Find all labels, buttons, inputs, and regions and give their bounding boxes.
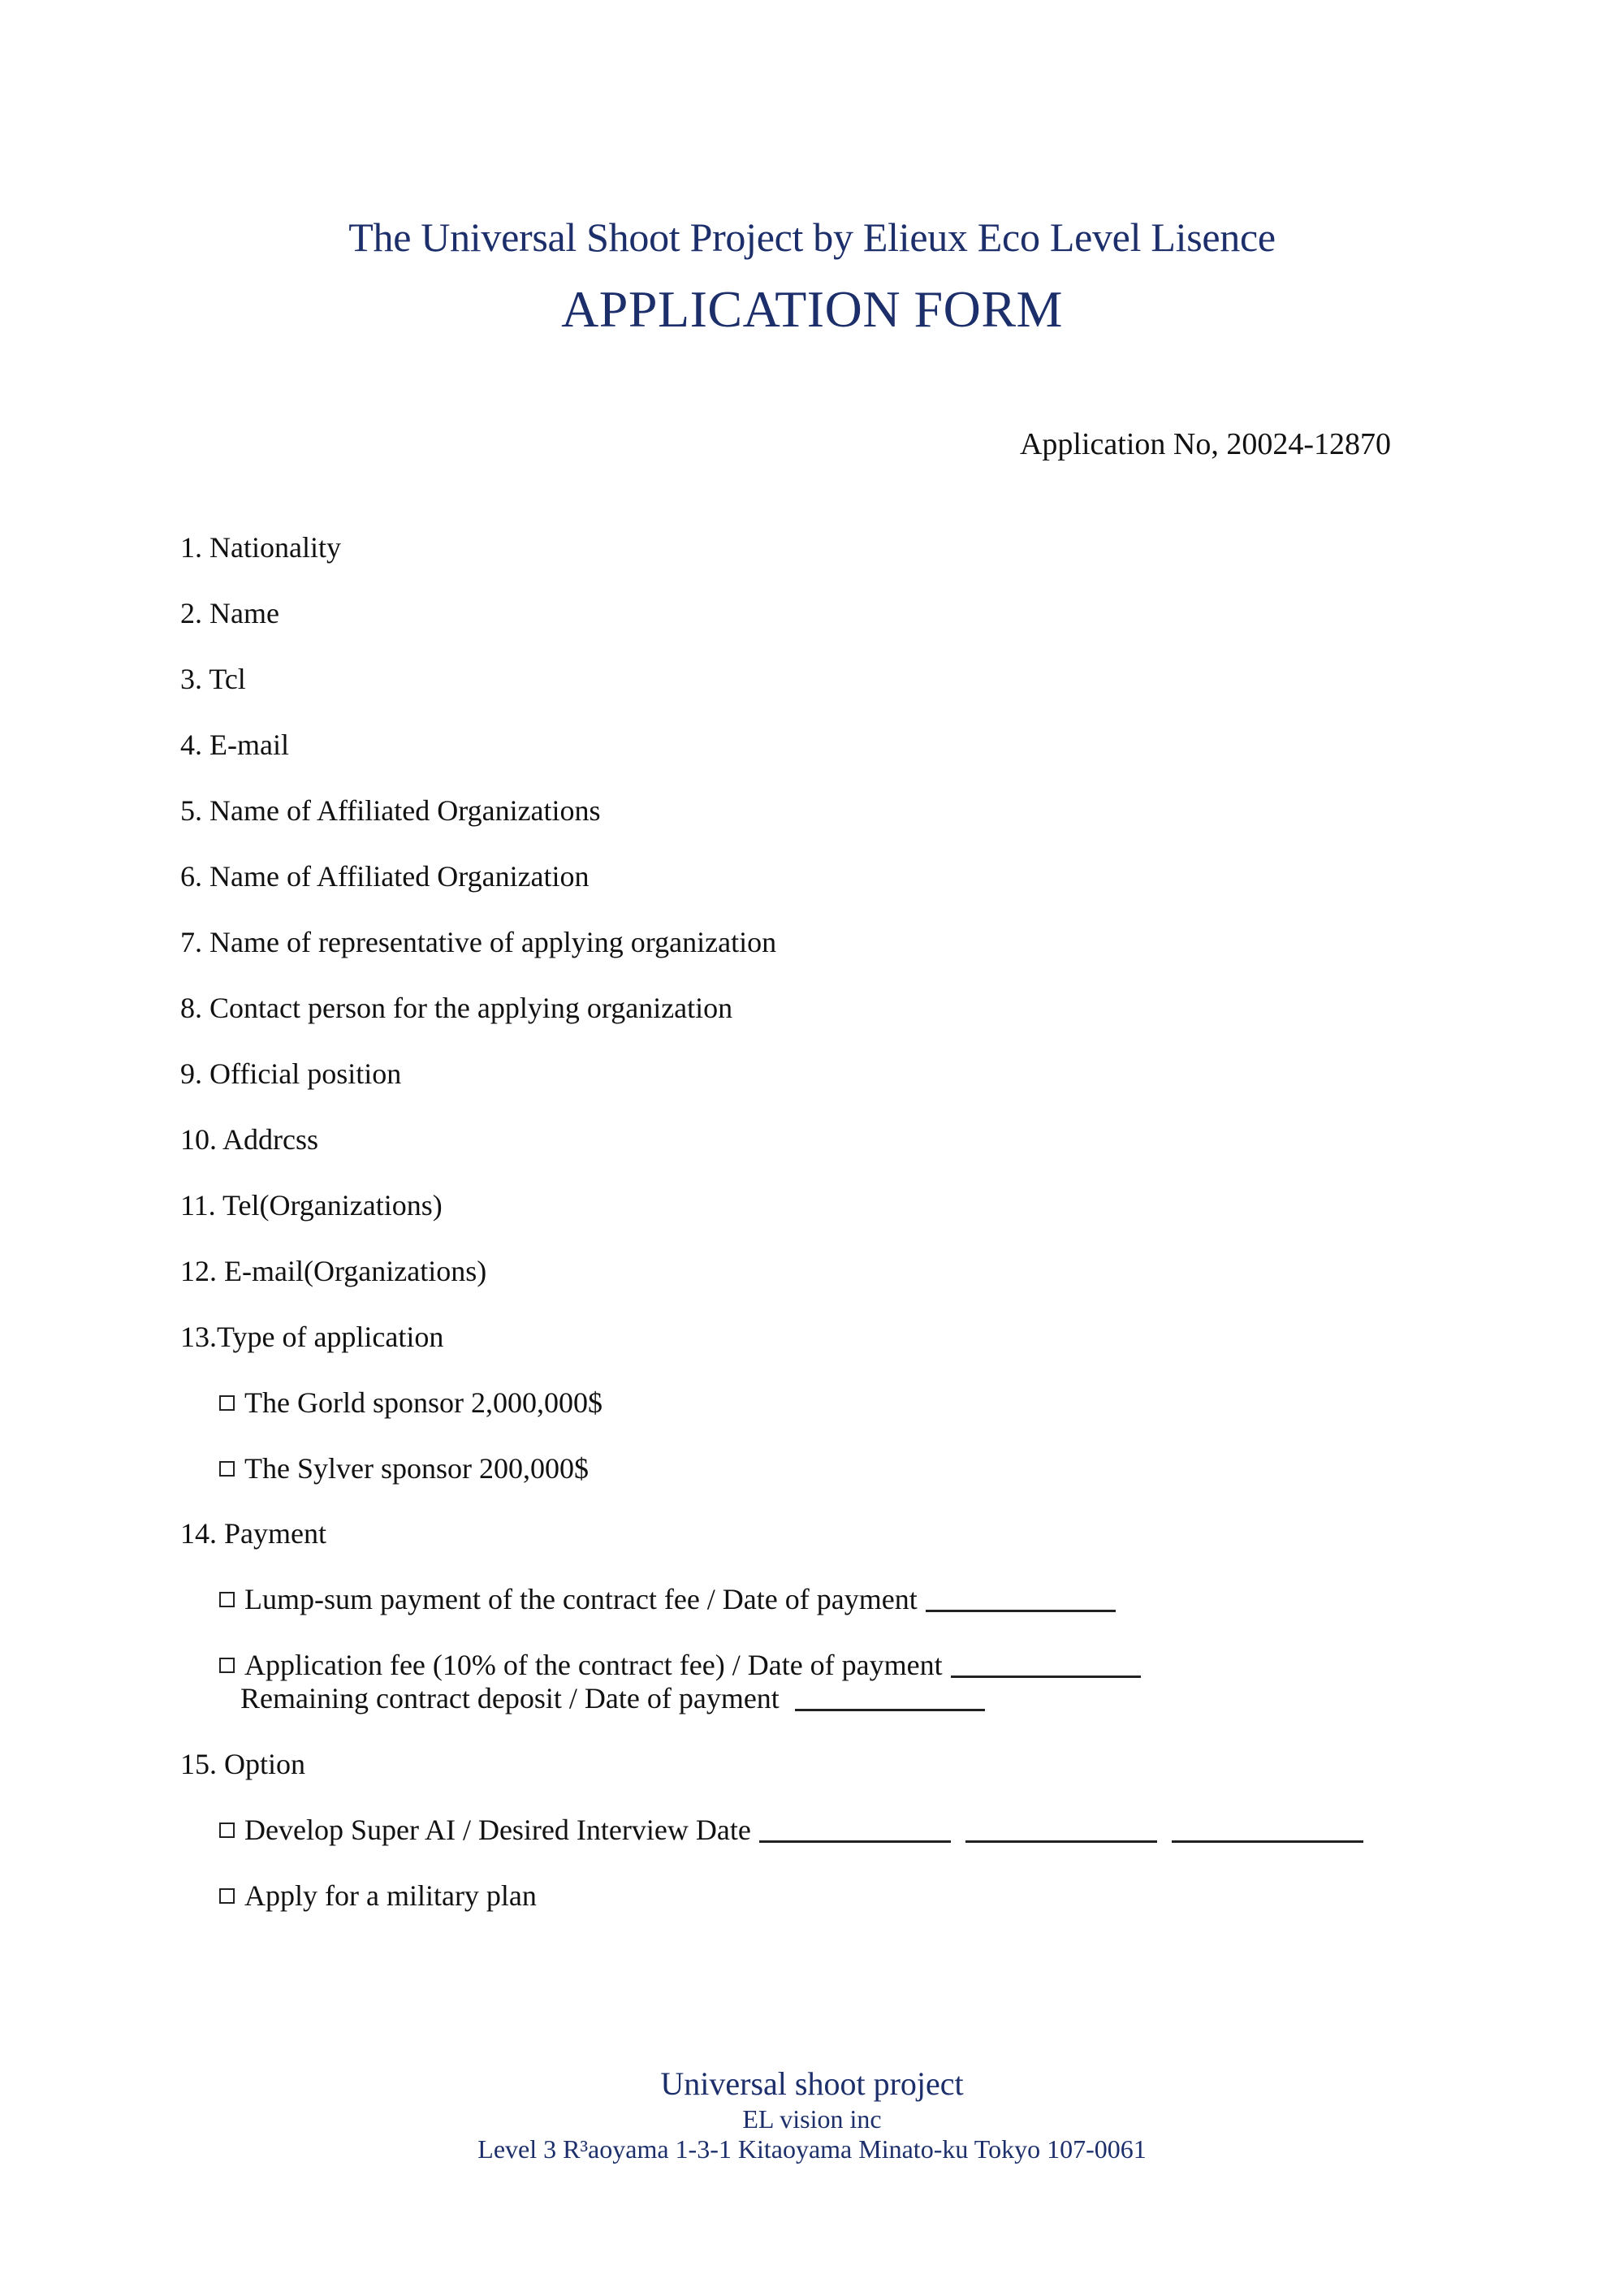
option-silver-sponsor-label: The Sylver sponsor 200,000$ bbox=[244, 1452, 589, 1485]
option-lump-sum-label: Lump-sum payment of the contract fee / Date of payment bbox=[244, 1583, 918, 1615]
option-military-plan-label: Apply for a military plan bbox=[244, 1879, 537, 1912]
field-contact-person: 8. Contact person for the applying organization bbox=[180, 992, 733, 1024]
checkbox-empty-icon[interactable] bbox=[219, 1823, 235, 1838]
checkbox-empty-icon[interactable] bbox=[219, 1461, 235, 1477]
field-name: 2. Name bbox=[180, 597, 279, 629]
field-affiliated-organizations: 5. Name of Affiliated Organizations bbox=[180, 794, 601, 827]
form-subtitle: The Universal Shoot Project by Elieux Eco Level Lisence bbox=[348, 214, 1276, 260]
field-nationality: 1. Nationality bbox=[180, 531, 341, 564]
remaining-deposit-line bbox=[240, 1680, 985, 1716]
option-application-fee[interactable] bbox=[219, 1647, 1141, 1683]
footer-project-name: Universal shoot project bbox=[660, 2065, 964, 2102]
interview-date-blank-2[interactable] bbox=[965, 1840, 1157, 1843]
checkbox-empty-icon[interactable] bbox=[219, 1395, 235, 1411]
form-title: APPLICATION FORM bbox=[561, 280, 1063, 338]
checkbox-empty-icon[interactable] bbox=[219, 1658, 235, 1673]
section-payment: 14. Payment bbox=[180, 1517, 326, 1550]
option-gold-sponsor[interactable] bbox=[219, 1385, 603, 1420]
option-develop-super-ai-label: Develop Super AI / Desired Interview Date bbox=[244, 1814, 751, 1846]
remaining-deposit-label: Remaining contract deposit / Date of payment bbox=[240, 1682, 780, 1714]
field-address: 10. Addrcss bbox=[180, 1123, 318, 1156]
field-email-organizations: 12. E-mail(Organizations) bbox=[180, 1255, 487, 1287]
field-email: 4. E-mail bbox=[180, 729, 289, 761]
field-tel-organizations: 11. Tel(Organizations) bbox=[180, 1189, 443, 1222]
option-lump-sum-payment[interactable] bbox=[219, 1581, 1116, 1617]
section-option: 15. Option bbox=[180, 1748, 306, 1780]
field-representative-name: 7. Name of representative of applying organization bbox=[180, 926, 777, 958]
section-application-type: 13.Type of application bbox=[180, 1321, 444, 1353]
checkbox-empty-icon[interactable] bbox=[219, 1888, 235, 1904]
option-military-plan[interactable] bbox=[219, 1878, 537, 1913]
field-official-position: 9. Official position bbox=[180, 1057, 402, 1090]
option-gold-sponsor-label: The Gorld sponsor 2,000,000$ bbox=[244, 1386, 603, 1419]
footer-company-name: EL vision inc bbox=[742, 2104, 882, 2134]
lump-sum-date-blank[interactable] bbox=[926, 1610, 1116, 1612]
option-application-fee-label: Application fee (10% of the contract fee) / Date of payment bbox=[244, 1649, 943, 1681]
application-number: Application No, 20024-12870 bbox=[1019, 427, 1391, 461]
application-fee-date-blank[interactable] bbox=[951, 1676, 1141, 1678]
remaining-deposit-date-blank[interactable] bbox=[795, 1709, 985, 1711]
footer-address: Level 3 R³aoyama 1-3-1 Kitaoyama Minato-ku Tokyo 107-0061 bbox=[477, 2134, 1147, 2164]
interview-date-blank-1[interactable] bbox=[759, 1840, 951, 1843]
field-affiliated-organization: 6. Name of Affiliated Organization bbox=[180, 860, 590, 893]
interview-date-blank-3[interactable] bbox=[1172, 1840, 1363, 1843]
field-tel: 3. Tcl bbox=[180, 663, 246, 695]
option-develop-super-ai[interactable] bbox=[219, 1812, 1363, 1848]
checkbox-empty-icon[interactable] bbox=[219, 1592, 235, 1607]
option-silver-sponsor[interactable] bbox=[219, 1451, 589, 1486]
